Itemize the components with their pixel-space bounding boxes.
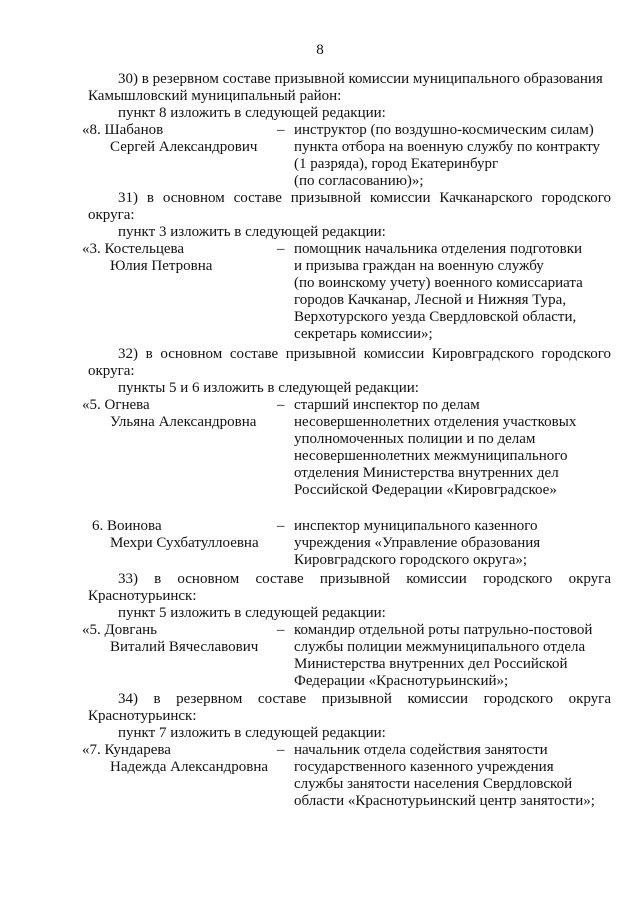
entry-description: [294, 518, 540, 569]
section-30-instruction: пункт 8 изложить в следующей редакции:: [118, 105, 386, 121]
desc-line: (1 разряда), город Екатеринбург: [294, 156, 499, 172]
entry-dash: –: [277, 518, 285, 534]
section-30-heading: 30) в резервном составе призывной комиссии муниципального образования: [118, 71, 603, 87]
entry-name: «3. Костельцева: [82, 241, 185, 257]
desc-line: Верхотурского уезда Свердловской области,: [294, 309, 577, 325]
desc-line: (по воинскому учету) военного комиссариата: [294, 275, 583, 291]
entry-dash: –: [277, 122, 285, 138]
desc-line: службы полиции межмуниципального отдела: [294, 639, 586, 655]
entry-name-cont: Мехри Сухбатуллоевна: [110, 535, 259, 551]
desc-line: секретарь комиссии»;: [294, 326, 433, 342]
entry-dash: –: [277, 397, 285, 413]
desc-line: государственного казенного учреждения: [294, 759, 554, 775]
desc-line: отделения Министерства внутренних дел: [294, 465, 559, 481]
entry-dash: –: [277, 622, 285, 638]
entry-dash: –: [277, 241, 285, 257]
desc-line: инспектор муниципального казенного: [294, 518, 538, 534]
desc-line: области «Краснотурьинский центр занятости»;: [294, 793, 595, 809]
desc-line: старший инспектор по делам: [294, 397, 480, 413]
entry-description: [294, 622, 592, 690]
desc-line: пункта отбора на военную службу по контракту: [294, 139, 601, 155]
entry-name-cont: Виталий Вячеславович: [110, 639, 259, 655]
entry-dash: –: [277, 742, 285, 758]
section-32-heading: 32) в основном составе призывной комиссии Кировградского городского: [118, 346, 611, 362]
section-34-heading-cont: Краснотурьинск:: [88, 708, 197, 724]
section-32-instruction: пункты 5 и 6 изложить в следующей редакции:: [118, 380, 419, 396]
entry-description: [294, 742, 595, 810]
section-31-heading: 31) в основном составе призывной комиссии Качканарского городского: [118, 190, 611, 206]
desc-line: и призыва граждан на военную службу: [294, 258, 544, 274]
desc-line: учреждения «Управление образования: [294, 535, 541, 551]
desc-line: городов Качканар, Лесной и Нижняя Тура,: [294, 292, 567, 308]
desc-line: (по согласованию)»;: [294, 173, 424, 189]
entry-description: [294, 397, 576, 499]
entry-name: «7. Кундарева: [82, 742, 171, 758]
desc-line: Кировградского городского округа»;: [294, 552, 528, 568]
section-34-instruction: пункт 7 изложить в следующей редакции:: [118, 725, 386, 741]
desc-line: помощник начальника отделения подготовки: [294, 241, 583, 257]
entry-name-cont: Ульяна Александровна: [110, 414, 257, 430]
section-33-heading-cont: Краснотурьинск:: [88, 588, 197, 604]
entry-name-cont: Сергей Александрович: [110, 139, 258, 155]
desc-line: несовершеннолетних межмуниципального: [294, 448, 568, 464]
entry-name: «5. Огнева: [82, 397, 150, 413]
entry-name-cont: Надежда Александровна: [110, 759, 268, 775]
desc-line: Федерации «Краснотурьинский»;: [294, 673, 509, 689]
section-32-heading-cont: округа:: [88, 363, 135, 379]
section-31-instruction: пункт 3 изложить в следующей редакции:: [118, 224, 386, 240]
desc-line: Российской Федерации «Кировградское»: [294, 482, 557, 498]
entry-name-cont: Юлия Петровна: [110, 258, 213, 274]
page-number: 8: [316, 42, 324, 58]
desc-line: начальник отдела содействия занятости: [294, 742, 548, 758]
desc-line: Министерства внутренних дел Российской: [294, 656, 568, 672]
section-33-heading: 33) в основном составе призывной комиссии городского округа: [118, 571, 611, 587]
entry-description: [294, 122, 600, 190]
desc-line: службы занятости населения Свердловской: [294, 776, 573, 792]
entry-name: 6. Воинова: [92, 518, 162, 534]
section-31-heading-cont: округа:: [88, 207, 135, 223]
entry-name: «8. Шабанов: [82, 122, 164, 138]
entry-name: «5. Довгань: [82, 622, 157, 638]
desc-line: уполномоченных полиции и по делам: [294, 431, 536, 447]
desc-line: несовершеннолетних отделения участковых: [294, 414, 577, 430]
desc-line: инструктор (по воздушно-космическим силам): [294, 122, 594, 138]
entry-description: [294, 241, 583, 343]
section-33-instruction: пункт 5 изложить в следующей редакции:: [118, 605, 386, 621]
desc-line: командир отдельной роты патрульно-постовой: [294, 622, 593, 638]
section-34-heading: 34) в резервном составе призывной комиссии городского округа: [118, 691, 611, 707]
section-30-heading-cont: Камышловский муниципальный район:: [88, 88, 342, 104]
